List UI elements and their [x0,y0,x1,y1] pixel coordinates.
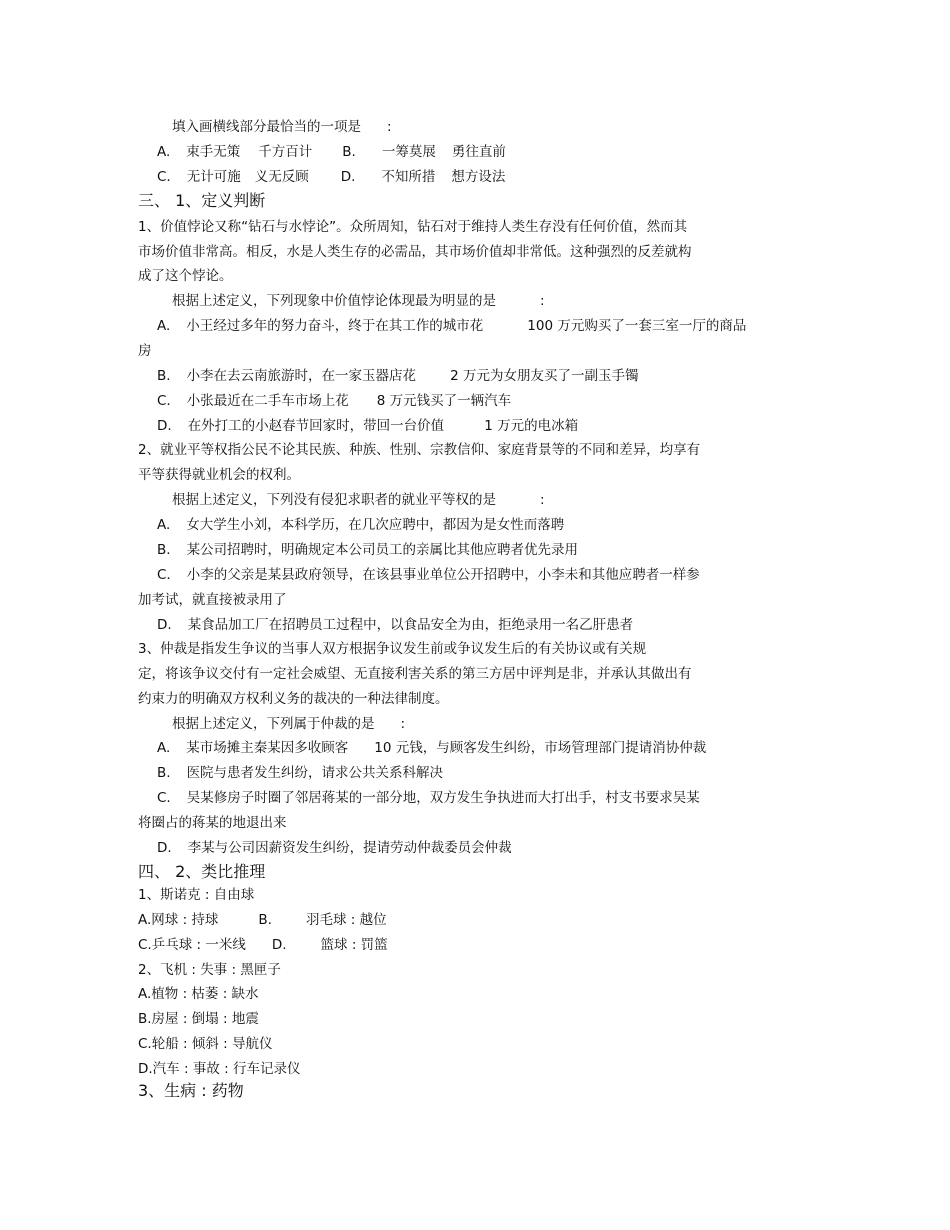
section-heading: 四、 2、类比推理 [138,862,266,881]
paragraph-line: 约束力的明确双方权利义务的裁决的一种法律制度。 [138,691,449,707]
question-prompt: 根据上述定义，下列没有侵犯求职者的就业平等权的是 : [172,492,545,508]
option-a: A. 女大学生小刘，本科学历，在几次应聘中，都因为是女性而落聘 [157,517,565,533]
option-b: B. 某公司招聘时，明确规定本公司员工的亲属比其他应聘者优先录用 [157,542,579,558]
analogy-stem: 3、生病 : 药物 [138,1081,244,1100]
section-heading: 三、 1、定义判断 [138,191,266,210]
option-row: A.网球 : 持球 B. 羽毛球 : 越位 [138,912,387,928]
option-d: D.汽车 : 事故 : 行车记录仪 [138,1061,301,1077]
option-b: B.房屋 : 倒塌 : 地震 [138,1011,259,1027]
option-d: D. 李某与公司因薪资发生纠纷，提请劳动仲裁委员会仲裁 [157,840,512,856]
option-a: A. 小王经过多年的努力奋斗，终于在其工作的城市花 100 万元购买了一套三室一厅的商品 [157,318,747,334]
paragraph-line: 市场价值非常高。相反，水是人类生存的必需品，其市场价值却非常低。这种强烈的反差就构 [138,244,692,260]
paragraph-line: 成了这个悖论。 [138,268,233,284]
question-prompt: 根据上述定义，下列现象中价值悖论体现最为明显的是 : [172,293,545,309]
option-d: D. 在外打工的小赵春节回家时，带回一台价值 1 万元的电冰箱 [157,418,579,434]
option-row: C.乒乓球 : 一米线 D. 篮球 : 罚篮 [138,937,388,953]
option-continuation: 房 [138,343,152,359]
paragraph-line: 3、仲裁是指发生争议的当事人双方根据争议发生前或争议发生后的有关协议或有关规 [138,641,647,657]
option-c: C. 小李的父亲是某县政府领导，在该县事业单位公开招聘中，小李未和其他应聘者一样参 [157,567,700,583]
paragraph-line: 定，将该争议交付有一定社会威望、无直接利害关系的第三方居中评判是非，并承认其做出有 [138,666,692,682]
option-b: B. 医院与患者发生纠纷，请求公共关系科解决 [157,765,444,781]
option-a: A.植物 : 枯萎 : 缺水 [138,986,259,1002]
option-c: C. 小张最近在二手车市场上花 8 万元钱买了一辆汽车 [157,393,512,409]
paragraph-line: 2、就业平等权指公民不论其民族、种族、性别、宗教信仰、家庭背景等的不同和差异，均享有 [138,442,701,458]
option-a: A. 某市场摊主秦某因多收顾客 10 元钱，与顾客发生纠纷，市场管理部门提请消协仲裁 [157,740,707,756]
option-d: D. 某食品加工厂在招聘员工过程中，以食品安全为由，拒绝录用一名乙肝患者 [157,617,634,633]
option-row: C. 无计可施 义无反顾 D. 不知所措 想方设法 [157,169,506,185]
question-prompt: 填入画横线部分最恰当的一项是 : [172,119,392,135]
option-b: B. 小李在去云南旅游时，在一家玉器店花 2 万元为女朋友买了一副玉手镯 [157,368,639,384]
option-continuation: 加考试，就直接被录用了 [138,592,287,608]
option-c: C.轮船 : 倾斜 : 导航仪 [138,1036,273,1052]
question-prompt: 根据上述定义，下列属于仲裁的是 : [172,716,406,732]
analogy-stem: 2、飞机 : 失事 : 黑匣子 [138,962,281,978]
option-row: A. 束手无策 千方百计 B. 一筹莫展 勇往直前 [157,144,506,160]
paragraph-line: 平等获得就业机会的权利。 [138,467,300,483]
option-continuation: 将圈占的蒋某的地退出来 [138,815,287,831]
analogy-stem: 1、斯诺克 : 自由球 [138,887,255,903]
option-c: C. 吴某修房子时圈了邻居蒋某的一部分地，双方发生争执进而大打出手，村支书要求吴某 [157,790,700,806]
paragraph-line: 1、价值悖论又称“钻石与水悖论”。众所周知，钻石对于维持人类生存没有任何价值，然而其 [138,219,688,235]
